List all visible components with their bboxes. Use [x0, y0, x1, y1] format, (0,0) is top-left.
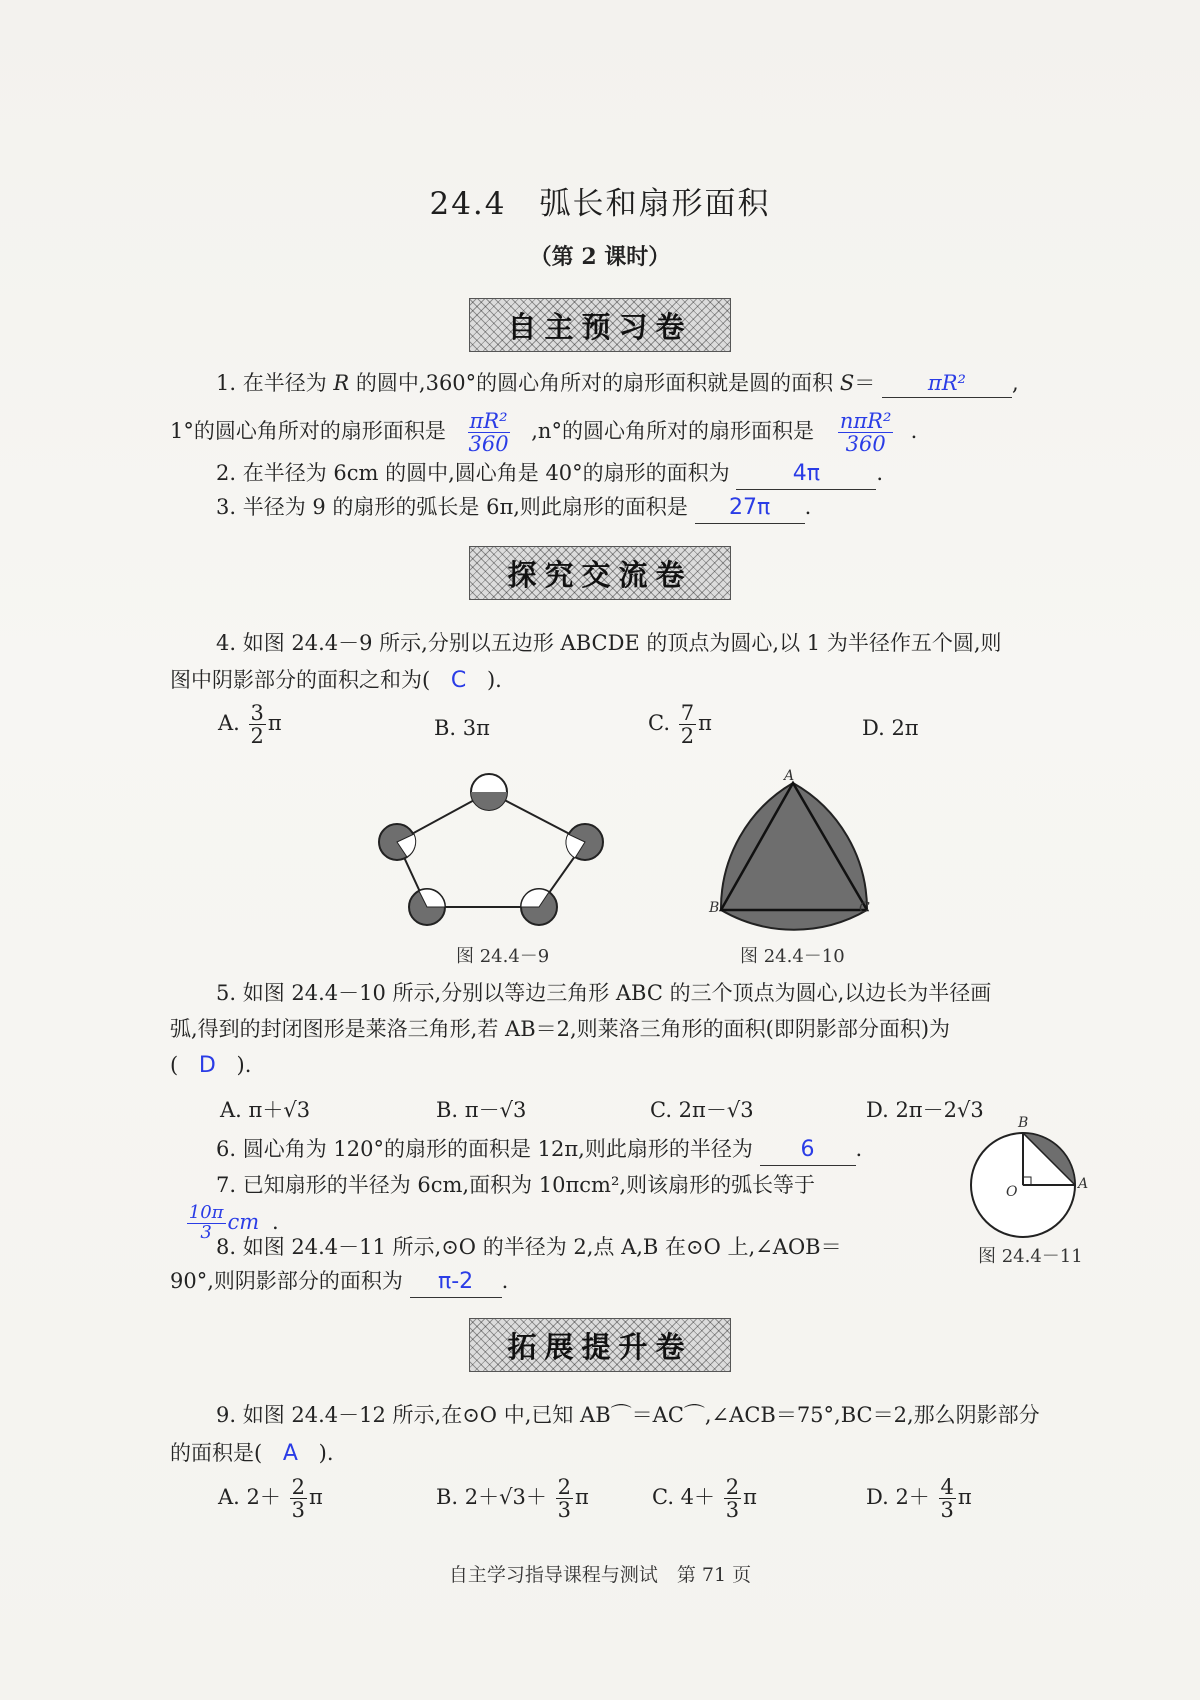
q3-answer-blank[interactable] — [695, 494, 805, 524]
q1-answer-1: πR² — [927, 371, 966, 395]
q2-answer: 4π — [792, 461, 820, 486]
q1-answer-blank-2[interactable] — [453, 410, 525, 455]
q7-answer-blank[interactable]: $\frac{10\pi}{3}$ cm — [188, 1202, 260, 1243]
vertex-circle-right — [566, 824, 603, 860]
page-title: 24.4 弧长和扇形面积 — [429, 186, 771, 222]
question-5-line-1: 5. 如图 24.4－10 所示,分别以等边三角形 ABC 的三个顶点为圆心,以边长为半径画 — [216, 981, 992, 1005]
figure-11-caption: 图 24.4－11 — [978, 1246, 1083, 1267]
section-label: 拓展提升卷 — [507, 1329, 693, 1364]
q5-answer[interactable]: D — [198, 1053, 216, 1078]
fig11-label-b: B — [1018, 1115, 1029, 1131]
vertex-circle-left — [379, 824, 416, 860]
q9-option-c[interactable]: C. 4＋ $\frac{2}{3}$ π — [652, 1475, 757, 1523]
q5-option-d[interactable]: D. 2π－2√3 — [866, 1098, 984, 1122]
question-4-line-2: 图中阴影部分的面积之和为( C ). — [170, 668, 502, 693]
q6-answer: 6 — [800, 1137, 815, 1162]
fig11-label-o: O — [1006, 1184, 1018, 1200]
figure-pentagon — [382, 772, 632, 942]
q7-answer: $\frac{10\pi}{3}$ — [188, 1202, 224, 1243]
question-3: 3. 半径为 9 的扇形的弧长是 6π,则此扇形的面积是 27π . — [216, 494, 811, 524]
section-header-preview — [0, 298, 1200, 352]
fig10-label-b: B — [709, 900, 720, 916]
section-header-explore — [0, 546, 1200, 600]
question-2: 2. 在半径为 6cm 的圆中,圆心角是 40°的扇形的面积为 4π . — [216, 460, 883, 490]
question-5-line-2: 弧,得到的封闭图形是莱洛三角形,若 AB＝2,则莱洛三角形的面积(即阴影部分面积)为 — [170, 1017, 951, 1041]
question-8-line-2: 90°,则阴影部分的面积为 π-2 . — [170, 1268, 508, 1298]
q1-answer-3: $\frac{\text{nπR²}}{360}$ — [839, 409, 892, 457]
q9-option-d[interactable]: D. 2＋ $\frac{4}{3}$ π — [866, 1475, 972, 1523]
page-footer: 自主学习指导课程与测试 第 71 页 — [448, 1564, 752, 1586]
q1-answer-blank-1[interactable] — [882, 370, 1012, 398]
q5-option-a[interactable]: A. π＋√3 — [220, 1098, 311, 1122]
q5-option-c[interactable]: C. 2π－√3 — [650, 1098, 754, 1122]
figure-circle-quarter — [968, 1130, 1078, 1240]
q4-option-d[interactable]: D. 2π — [862, 716, 919, 740]
q6-answer-blank[interactable] — [760, 1136, 856, 1166]
section-label: 探究交流卷 — [507, 557, 693, 592]
q2-text: 2. 在半径为 6cm 的圆中,圆心角是 40°的扇形的面积为 — [216, 461, 730, 485]
page-subtitle: （第 2 课时） — [529, 244, 671, 270]
fig10-label-c: C — [859, 900, 870, 916]
q2-answer-blank[interactable] — [736, 460, 876, 490]
question-9-line-2: 的面积是( A ). — [170, 1441, 334, 1466]
q1-answer-2: $\frac{\text{πR²}}{360}$ — [468, 409, 509, 457]
section-box — [469, 298, 731, 352]
question-5-line-3: ( D ). — [170, 1053, 252, 1078]
vertex-circle-bottom-right — [521, 889, 557, 925]
q4-option-b[interactable]: B. 3π — [434, 716, 490, 740]
question-8-line-1: 8. 如图 24.4－11 所示,⊙O 的半径为 2,点 A,B 在⊙O 上,∠AOB＝ — [216, 1235, 842, 1259]
vertex-circle-bottom-left — [409, 889, 445, 925]
q1-answer-blank-3[interactable] — [821, 410, 911, 455]
fig11-label-a: A — [1078, 1176, 1089, 1192]
section-box — [469, 546, 731, 600]
q1-text-b: 的圆中,360°的圆心角所对的扇形面积就是圆的面积 — [355, 371, 834, 395]
section-box — [469, 1318, 731, 1372]
q1-text-a: 1. 在半径为 — [216, 371, 327, 395]
q4-option-a[interactable]: A. $\frac{3}{2}$ π — [218, 701, 282, 749]
q9-option-a[interactable]: A. 2＋ $\frac{2}{3}$ π — [218, 1475, 323, 1523]
q9-option-b[interactable]: B. 2＋√3＋ $\frac{2}{3}$ π — [436, 1475, 589, 1523]
q4-option-c[interactable]: C. $\frac{7}{2}$ π — [648, 701, 712, 749]
q4-answer[interactable]: C — [450, 668, 467, 693]
question-1-line-1: 1. 在半径为 R 的圆中,360°的圆心角所对的扇形面积就是圆的面积 S＝ πR² , — [216, 370, 1019, 398]
question-7-answer-line: $\frac{10\pi}{3}$ cm . — [172, 1204, 279, 1243]
question-4-line-1: 4. 如图 24.4－9 所示,分别以五边形 ABCDE 的顶点为圆心,以 1 为半径作五个圆,则 — [216, 631, 1002, 655]
reuleaux-shape — [721, 783, 867, 930]
q1-text-d: ,n°的圆心角所对的扇形面积是 — [531, 419, 814, 444]
q8-answer-blank[interactable] — [410, 1268, 502, 1298]
q3-text: 3. 半径为 9 的扇形的弧长是 6π,则此扇形的面积是 — [216, 495, 688, 519]
figure-9-caption: 图 24.4－9 — [456, 946, 550, 967]
q9-answer[interactable]: A — [282, 1441, 298, 1466]
q5-option-b[interactable]: B. π－√3 — [436, 1098, 527, 1122]
figure-10-caption: 图 24.4－10 — [740, 946, 845, 967]
q1-text-c: 1°的圆心角所对的扇形面积是 — [170, 419, 446, 444]
section-header-extend — [0, 1318, 1200, 1372]
fig10-label-a: A — [784, 768, 795, 784]
question-9-line-1: 9. 如图 24.4－12 所示,在⊙O 中,已知 AB⌒＝AC⌒,∠ACB＝75°,BC＝2,那么阴影部分 — [216, 1403, 1040, 1427]
question-1-line-2: 1°的圆心角所对的扇形面积是 $\frac{\text{πR²}}{360}$ ,n°的圆心角所对的扇形面积是 $\frac{\text{nπR²}}{360}$ . — [170, 409, 918, 457]
q3-answer: 27π — [729, 495, 771, 520]
q8-answer: π-2 — [438, 1269, 474, 1294]
question-6: 6. 圆心角为 120°的扇形的面积是 12π,则此扇形的半径为 6 . — [216, 1136, 862, 1166]
question-7-line-1: 7. 已知扇形的半径为 6cm,面积为 10πcm²,则该扇形的弧长等于 — [216, 1173, 816, 1197]
section-label: 自主预习卷 — [507, 309, 693, 344]
vertex-circle-top — [471, 774, 507, 810]
